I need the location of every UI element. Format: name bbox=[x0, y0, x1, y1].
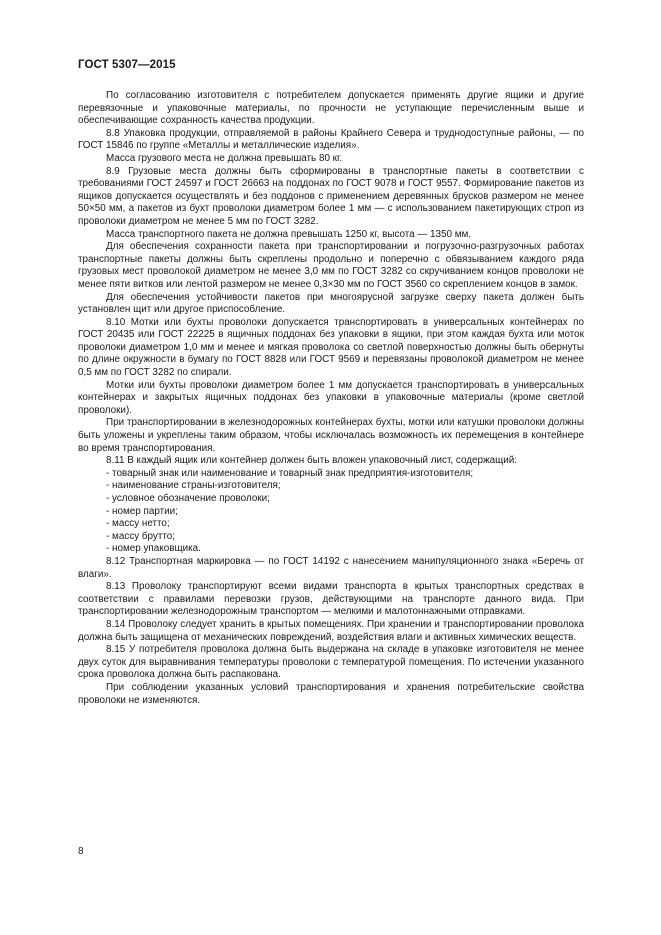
paragraph-8-14: 8.14 Проволоку следует хранить в крытых помещениях. При хранении и транспортировании проволока должна быть защищена от механических повреждений, воздействия влаги и активных химических веществ. bbox=[78, 618, 584, 643]
paragraph-8-13: 8.13 Проволоку транспортируют всеми видами транспорта в крытых транспортных средствах в соответствии с правилами перевозки грузов, действующими на транспорте данного вида. При транспортировании железнодорожным транспортом — мелкими и малотоннажными отправками. bbox=[78, 581, 584, 618]
list-item: - массу брутто; bbox=[106, 530, 176, 542]
page-number: 8 bbox=[78, 846, 84, 857]
paragraph-8-12: 8.12 Транспортная маркировка — по ГОСТ 14192 с нанесением манипуляционного знака «Беречь от влаги». bbox=[78, 555, 584, 580]
paragraph: По согласованию изготовителя с потребителем допускается применять другие ящики и другие перевязочные и упаковочные материалы, по прочности не уступающие перечисленным выше и обеспечивающие сохранность качества продукции. bbox=[78, 90, 584, 127]
list-item: - товарный знак или наименование и товарный знак предприятия-изготовителя; bbox=[106, 467, 474, 479]
paragraph-8-9: 8.9 Грузовые места должны быть сформированы в транспортные пакеты в соответствии с требованиями ГОСТ 24597 и ГОСТ 26663 на поддонах по ГОСТ 9078 и ГОСТ 9557. Формирование пакетов из ящиков допускается осуществлять и без поддонов с применением деревянных брусков размером не менее 50×50 мм, а пакетов из бухт проволоки диаметром более 1 мм — с использованием пакетирующих строп из проволоки диаметром не менее 5 мм по ГОСТ 3282. bbox=[78, 165, 584, 227]
paragraph: Мотки или бухты проволоки диаметром более 1 мм допускается транспортировать в универсальных контейнерах и закрытых ящичных поддонах без упаковки в упаковочные материалы (кроме светлой проволоки). bbox=[78, 379, 584, 416]
paragraph: Для обеспечения сохранности пакета при транспортировании и погрузочно-разгрузочных работах транспортные пакеты должны быть скреплены продольно и поперечно с обвязыванием каждого ряда грузовых мест проволокой диаметром не менее 3,0 мм по ГОСТ 3282 со скручиванием концов проволоки не менее пяти витков или лентой размером не менее 0,3×30 мм по ГОСТ 3560 со скреплением концов в замок. bbox=[78, 241, 584, 290]
paragraph: При соблюдении указанных условий транспортирования и хранения потребительские свойства проволоки не изменяются. bbox=[78, 681, 584, 706]
list-item: - номер упаковщика. bbox=[106, 543, 201, 555]
paragraph-8-15: 8.15 У потребителя проволока должна быть выдержана на складе в упаковке изготовителя не менее двух суток для выравнивания температуры проволоки с температурой помещения. По истечении указанного срока проволока должна быть распакована. bbox=[78, 644, 584, 681]
document-header: ГОСТ 5307—2015 bbox=[78, 59, 176, 71]
document-body bbox=[78, 90, 584, 707]
paragraph-8-8: 8.8 Упаковка продукции, отправляемой в районы Крайнего Севера и труднодоступные районы, — по ГОСТ 15846 по группе «Металлы и металлические изделия». bbox=[78, 127, 584, 152]
paragraph: При транспортировании в железнодорожных контейнерах бухты, мотки или катушки проволоки должны быть уложены и укреплены таким образом, чтобы исключалась возможность их перемещения в контейнере во время транспортирования. bbox=[78, 417, 584, 454]
paragraph-8-10: 8.10 Мотки или бухты проволоки допускается транспортировать в универсальных контейнерах по ГОСТ 20435 или ГОСТ 22225 в ящичных поддонах без упаковки в ящики, при этом каждая бухта или моток проволоки диаметром 1,0 мм и менее и мягкая проволока со светлой поверхностью должны быть обернуты по длине окружности в бумагу по ГОСТ 8828 или ГОСТ 9569 и перевязаны проволокой диаметром не менее 0,5 мм по ГОСТ 3282 по спирали. bbox=[78, 316, 584, 379]
paragraph: Масса грузового места не должна превышать 80 кг. bbox=[106, 152, 343, 164]
list-item: - массу нетто; bbox=[106, 518, 170, 530]
list-item: - наименование страны-изготовителя; bbox=[106, 480, 281, 492]
paragraph: Для обеспечения устойчивости пакетов при многоярусной загрузке сверху пакета должен быть установлен щит или другое приспособление. bbox=[78, 291, 584, 316]
list-item: - условное обозначение проволоки; bbox=[106, 493, 270, 504]
paragraph: Масса транспортного пакета не должна превышать 1250 кг, высота — 1350 мм. bbox=[106, 228, 472, 240]
paragraph-8-11: 8.11 В каждый ящик или контейнер должен быть вложен упаковочный лист, содержащий: bbox=[106, 455, 517, 467]
list-item: - номер партии; bbox=[106, 505, 178, 517]
